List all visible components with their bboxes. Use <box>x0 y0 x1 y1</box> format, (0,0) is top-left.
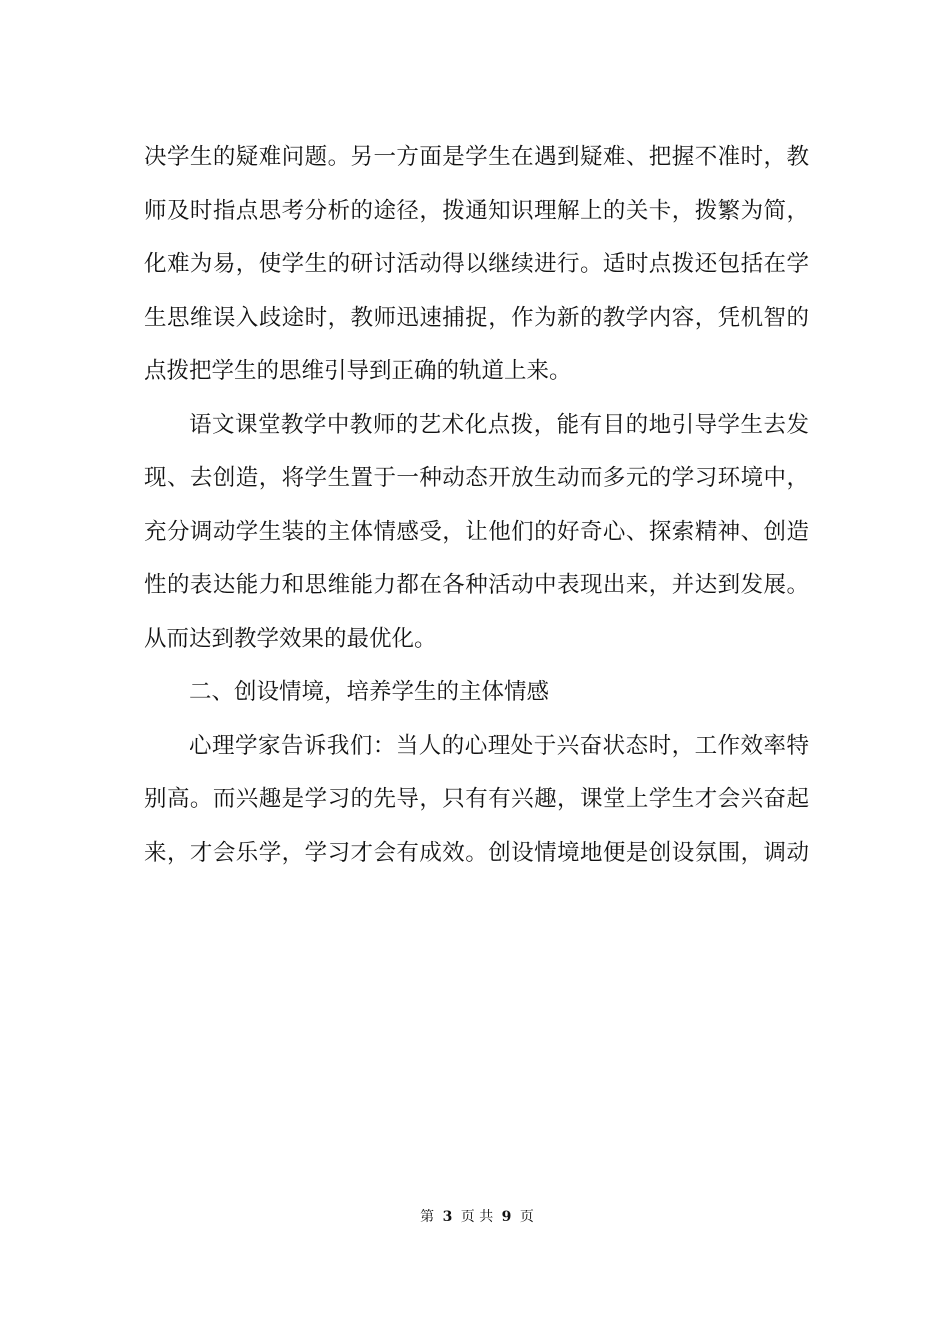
text-line: 心理学家告诉我们：当人的心理处于兴奋状态时，工作效率特 <box>189 732 809 759</box>
total-pages-number: 9 <box>501 1209 512 1225</box>
text-line: 决学生的疑难问题。另一方面是学生在遇到疑难、把握不准时，教 <box>144 144 809 170</box>
text-line: 语文课堂教学中教师的艺术化点拨，能有目的地引导学生去发 <box>189 411 809 438</box>
text-line: 性的表达能力和思维能力都在各种活动中表现出来，并达到发展。 <box>144 572 809 598</box>
text-line: 生思维误入歧途时，教师迅速捕捉，作为新的教学内容，凭机智的 <box>144 304 809 331</box>
text-line: 充分调动学生装的主体情感受，让他们的好奇心、探索精神、创造 <box>144 518 809 545</box>
text-line: 师及时指点思考分析的途径，拨通知识理解上的关卡，拨繁为简， <box>144 197 809 224</box>
text-line: 来，才会乐学，学习才会有成效。创设情境地便是创设氛围，调动 <box>144 839 809 866</box>
current-page-number: 3 <box>442 1209 453 1225</box>
page-footer <box>0 1206 950 1226</box>
text-line: 从而达到教学效果的最优化。 <box>144 625 437 652</box>
page-suffix: 页 <box>519 1209 534 1225</box>
document-body <box>144 131 809 880</box>
text-line: 化难为易，使学生的研讨活动得以继续进行。适时点拨还包括在学 <box>144 251 809 277</box>
page-prefix: 第 <box>420 1209 435 1225</box>
section-heading: 二、创设情境，培养学生的主体情感 <box>189 679 550 705</box>
text-line: 点拨把学生的思维引导到正确的轨道上来。 <box>144 358 572 384</box>
text-line: 现、去创造，将学生置于一种动态开放生动而多元的学习环境中， <box>144 465 809 491</box>
page-mid: 页 共 <box>460 1209 494 1225</box>
text-line: 别高。而兴趣是学习的先导，只有有兴趣，课堂上学生才会兴奋起 <box>144 786 809 812</box>
